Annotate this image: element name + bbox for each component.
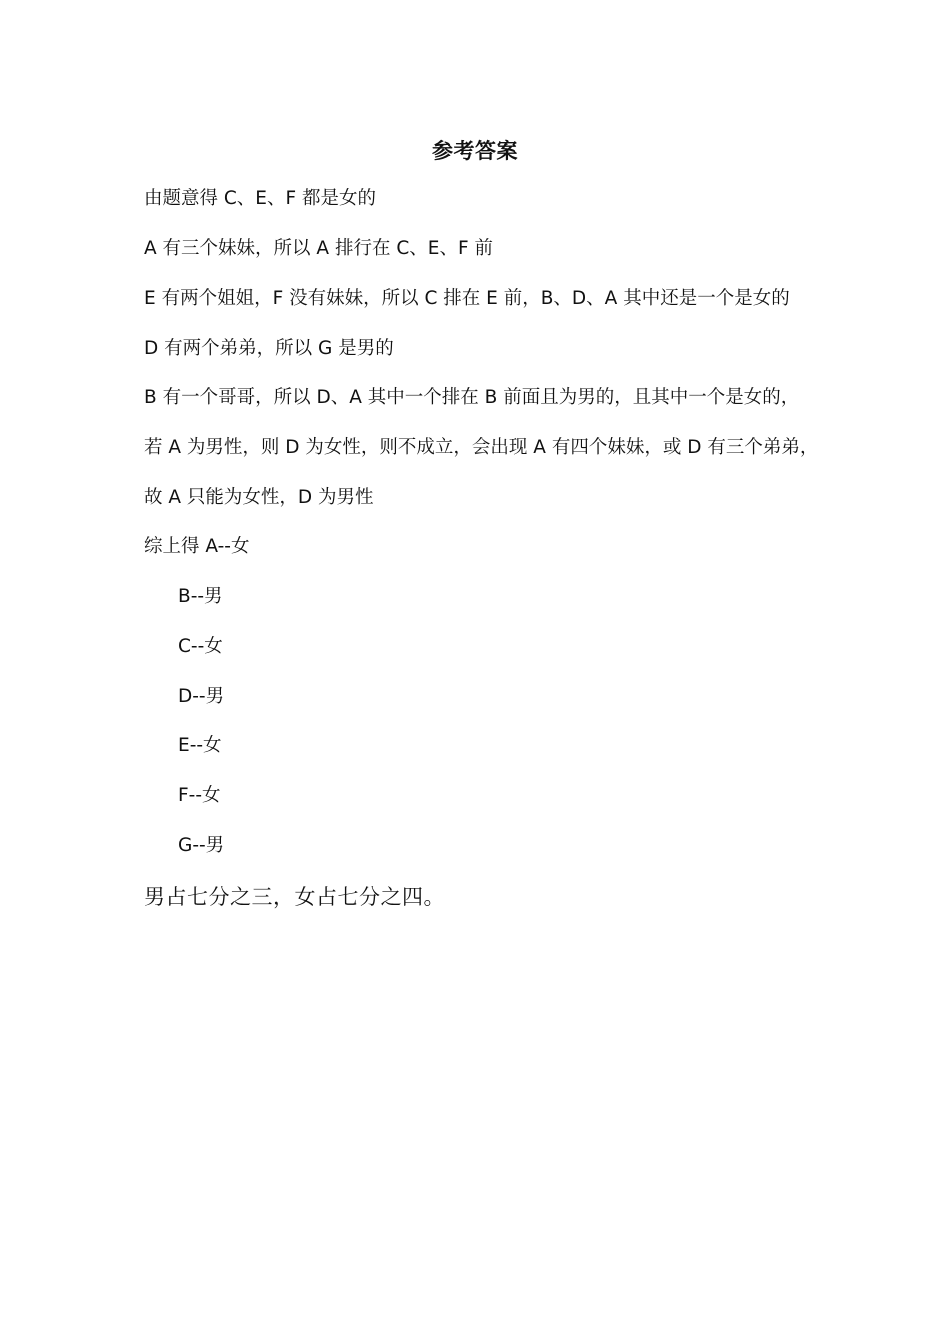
result-item-f: F--女: [178, 785, 221, 806]
paragraph-line: 故 A 只能为女性，D 为男性: [144, 487, 374, 508]
result-item-e: E--女: [178, 735, 222, 756]
paragraph-line: 由题意得 C、E、F 都是女的: [144, 188, 377, 209]
paragraph-line: B 有一个哥哥，所以 D、A 其中一个排在 B 前面且为男的，且其中一个是女的，: [144, 387, 800, 408]
document-title: 参考答案: [432, 139, 518, 163]
conclusion-line: 男占七分之三，女占七分之四。: [144, 885, 445, 909]
paragraph-line: E 有两个姐姐，F 没有妹妹，所以 C 排在 E 前，B、D、A 其中还是一个是女的: [144, 288, 790, 309]
summary-line: 综上得 A--女: [144, 536, 250, 557]
paragraph-line: A 有三个妹妹，所以 A 排行在 C、E、F 前: [144, 238, 493, 259]
result-item-g: G--男: [178, 835, 225, 856]
result-item-b: B--男: [178, 586, 223, 607]
result-item-d: D--男: [178, 686, 225, 707]
paragraph-line: D 有两个弟弟，所以 G 是男的: [144, 338, 394, 359]
paragraph-line: 若 A 为男性，则 D 为女性，则不成立，会出现 A 有四个妹妹，或 D 有三个弟弟，: [144, 437, 819, 458]
result-item-c: C--女: [178, 636, 223, 657]
